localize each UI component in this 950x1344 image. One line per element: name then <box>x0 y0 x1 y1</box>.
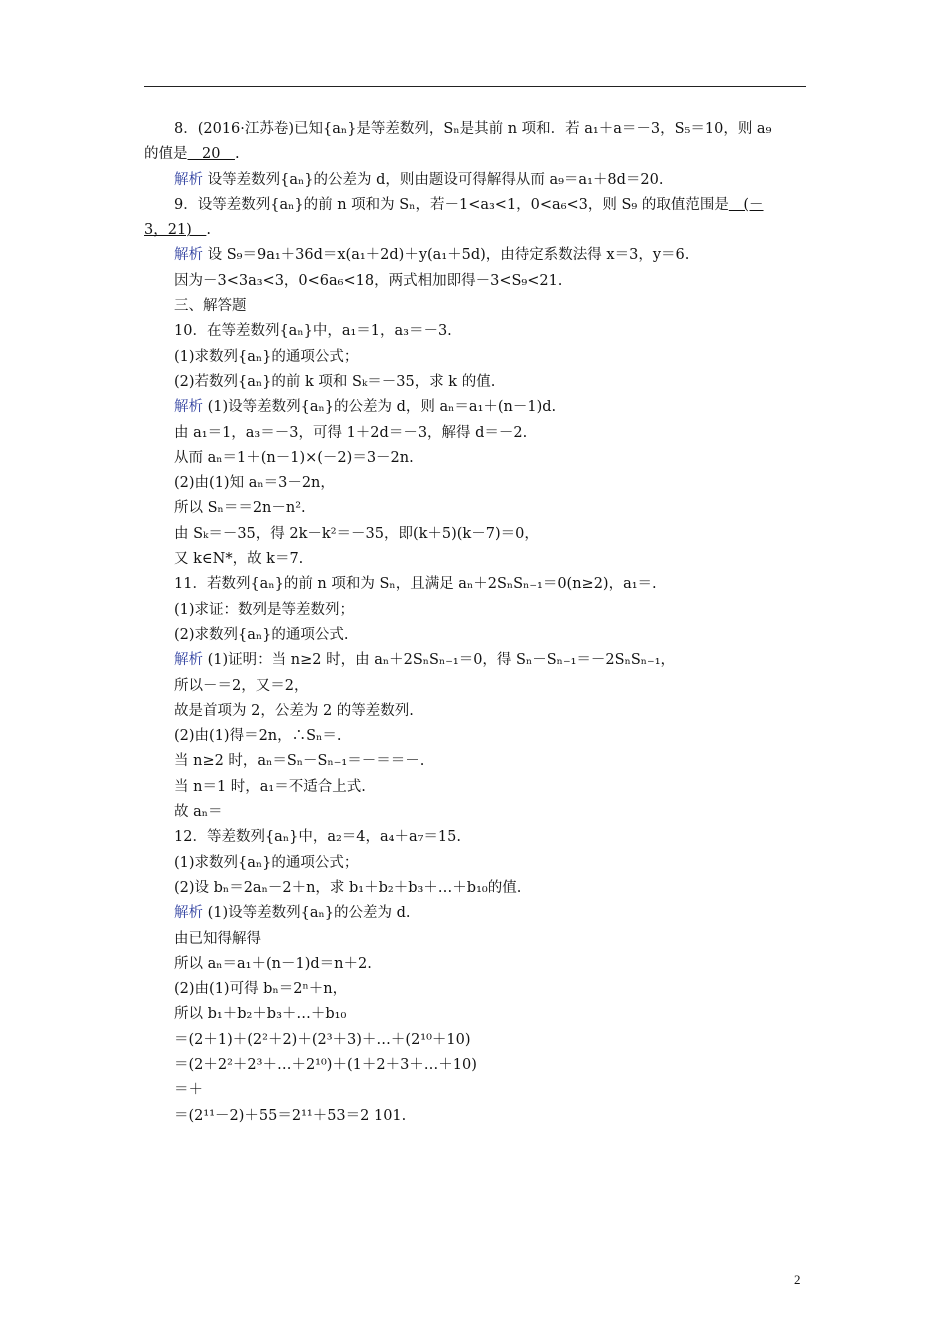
jiexi-label: 解析 <box>174 905 203 922</box>
line-text: 因为－3<3a₃<3，0<6a₆<18，两式相加即得－3<S₉<21. <box>174 272 563 289</box>
line-text: (1)证明：当 n≥2 时，由 aₙ＋2SₙSₙ₋₁＝0，得 Sₙ－Sₙ₋₁＝－2SₙSₙ₋₁， <box>207 652 676 669</box>
line-text: 的值是 <box>144 146 188 163</box>
line-text: 由已知得解得 <box>174 930 261 947</box>
line-text: ＝＋ <box>174 1082 203 1099</box>
line-text: 所以 Sₙ＝＝2n－n². <box>174 500 306 517</box>
line-text: (2)设 bₙ＝2aₙ－2＋n，求 b₁＋b₂＋b₃＋…＋b₁₀的值. <box>174 879 522 896</box>
text-line <box>144 218 806 243</box>
text-line <box>144 395 806 420</box>
text-line <box>144 168 806 193</box>
text-line <box>144 749 806 774</box>
page-number: 2 <box>794 1272 801 1287</box>
text-line <box>144 522 806 547</box>
text-line <box>144 1002 806 1027</box>
line-text: (1)求数列{aₙ}的通项公式； <box>174 854 359 871</box>
line-text: (1)设等差数列{aₙ}的公差为 d. <box>207 905 411 922</box>
line-text: (2)由(1)知 aₙ＝3－2n， <box>174 475 335 492</box>
line-text: (2)由(1)可得 bₙ＝2ⁿ＋n， <box>174 981 348 998</box>
text-line <box>144 851 806 876</box>
line-text: 又 k∈N*，故 k＝7. <box>174 551 304 568</box>
document-body <box>144 117 806 1129</box>
text-line <box>144 699 806 724</box>
line-text: 设等差数列{aₙ}的公差为 d，则由题设可得解得从而 a₉＝a₁＋8d＝20. <box>207 171 664 188</box>
text-line <box>144 1078 806 1103</box>
line-text: 所以－＝2，又＝2， <box>174 677 309 694</box>
line-text: 从而 aₙ＝1＋(n－1)×(－2)＝3－2n. <box>174 449 414 466</box>
line-text: ＝(2＋2²＋2³＋…＋2¹⁰)＋(1＋2＋3＋…＋10) <box>174 1056 477 1073</box>
line-suffix: . <box>234 146 240 163</box>
line-text: ＝(2¹¹－2)＋55＝2¹¹＋53＝2 101. <box>174 1107 407 1124</box>
line-text: 故 aₙ＝ <box>174 804 223 821</box>
line-text: 10．在等差数列{aₙ}中，a₁＝1，a₃＝－3. <box>174 323 452 340</box>
line-text: 11．若数列{aₙ}的前 n 项和为 Sₙ，且满足 aₙ＋2SₙSₙ₋₁＝0(n≥2)，a₁＝. <box>174 576 657 593</box>
text-line <box>144 927 806 952</box>
line-text: 由 Sₖ＝－35，得 2k－k²＝－35，即(k＋5)(k－7)＝0， <box>174 525 539 542</box>
line-text: 所以 b₁＋b₂＋b₃＋…＋b₁₀ <box>174 1006 347 1023</box>
text-line <box>144 1028 806 1053</box>
jiexi-label: 解析 <box>174 399 203 416</box>
line-text: 当 n＝1 时，a₁＝不适合上式. <box>174 778 366 795</box>
answer-blank: 20 <box>187 146 235 163</box>
text-line <box>144 674 806 699</box>
text-line <box>144 471 806 496</box>
jiexi-label: 解析 <box>174 247 203 264</box>
line-text: (2)由(1)得＝2n，∴Sₙ＝. <box>174 728 342 745</box>
text-line <box>144 724 806 749</box>
text-line <box>144 496 806 521</box>
text-line <box>144 952 806 977</box>
answer-blank: (－ <box>728 196 764 213</box>
line-text: 设 S₉＝9a₁＋36d＝x(a₁＋2d)＋y(a₁＋5d)，由待定系数法得 x＝3，y＝6. <box>207 247 690 264</box>
text-line <box>144 421 806 446</box>
line-text: (1)设等差数列{aₙ}的公差为 d，则 aₙ＝a₁＋(n－1)d. <box>207 399 557 416</box>
text-line <box>144 648 806 673</box>
text-line <box>144 901 806 926</box>
header-rule <box>144 86 806 87</box>
answer-blank: 3，21) <box>144 222 207 239</box>
line-text: 所以 aₙ＝a₁＋(n－1)d＝n＋2. <box>174 955 372 972</box>
line-text: (1)求数列{aₙ}的通项公式； <box>174 348 359 365</box>
text-line <box>144 825 806 850</box>
text-line <box>144 598 806 623</box>
line-text: 三、解答题 <box>174 298 247 315</box>
text-line <box>144 1053 806 1078</box>
text-line <box>144 294 806 319</box>
line-text: ＝(2＋1)＋(2²＋2)＋(2³＋3)＋…＋(2¹⁰＋10) <box>174 1031 471 1048</box>
line-text: 8．(2016·江苏卷)已知{aₙ}是等差数列，Sₙ是其前 n 项和．若 a₁＋a＝－3，S₅＝10，则 a₉ <box>174 121 772 137</box>
text-line <box>144 319 806 344</box>
text-line <box>144 193 806 218</box>
line-text: (2)求数列{aₙ}的通项公式. <box>174 626 349 643</box>
jiexi-label: 解析 <box>174 171 203 188</box>
line-text: 当 n≥2 时，aₙ＝Sₙ－Sₙ₋₁＝－＝＝－. <box>174 753 425 770</box>
text-line <box>144 370 806 395</box>
text-line <box>144 547 806 572</box>
text-line <box>144 775 806 800</box>
jiexi-label: 解析 <box>174 652 203 669</box>
line-text: 9．设等差数列{aₙ}的前 n 项和为 Sₙ，若－1<a₃<1，0<a₆<3，则 S₉ 的取值范围是 <box>174 196 729 213</box>
text-line <box>144 142 806 167</box>
text-line <box>144 572 806 597</box>
line-text: (1)求证：数列是等差数列； <box>174 601 355 618</box>
text-line <box>144 800 806 825</box>
text-line <box>144 345 806 370</box>
text-line <box>144 623 806 648</box>
text-line <box>144 977 806 1002</box>
line-text: 故是首项为 2，公差为 2 的等差数列. <box>174 702 414 719</box>
text-line <box>144 446 806 471</box>
line-text: 由 a₁＝1，a₃＝－3，可得 1＋2d＝－3，解得 d＝－2. <box>174 424 528 441</box>
text-line <box>144 1104 806 1129</box>
line-text: 12．等差数列{aₙ}中，a₂＝4，a₄＋a₇＝15. <box>174 829 461 846</box>
text-line <box>144 117 806 142</box>
text-line <box>144 243 806 268</box>
line-suffix: . <box>206 222 211 239</box>
text-line <box>144 876 806 901</box>
line-text: (2)若数列{aₙ}的前 k 项和 Sₖ＝－35，求 k 的值. <box>174 373 496 390</box>
text-line <box>144 269 806 294</box>
